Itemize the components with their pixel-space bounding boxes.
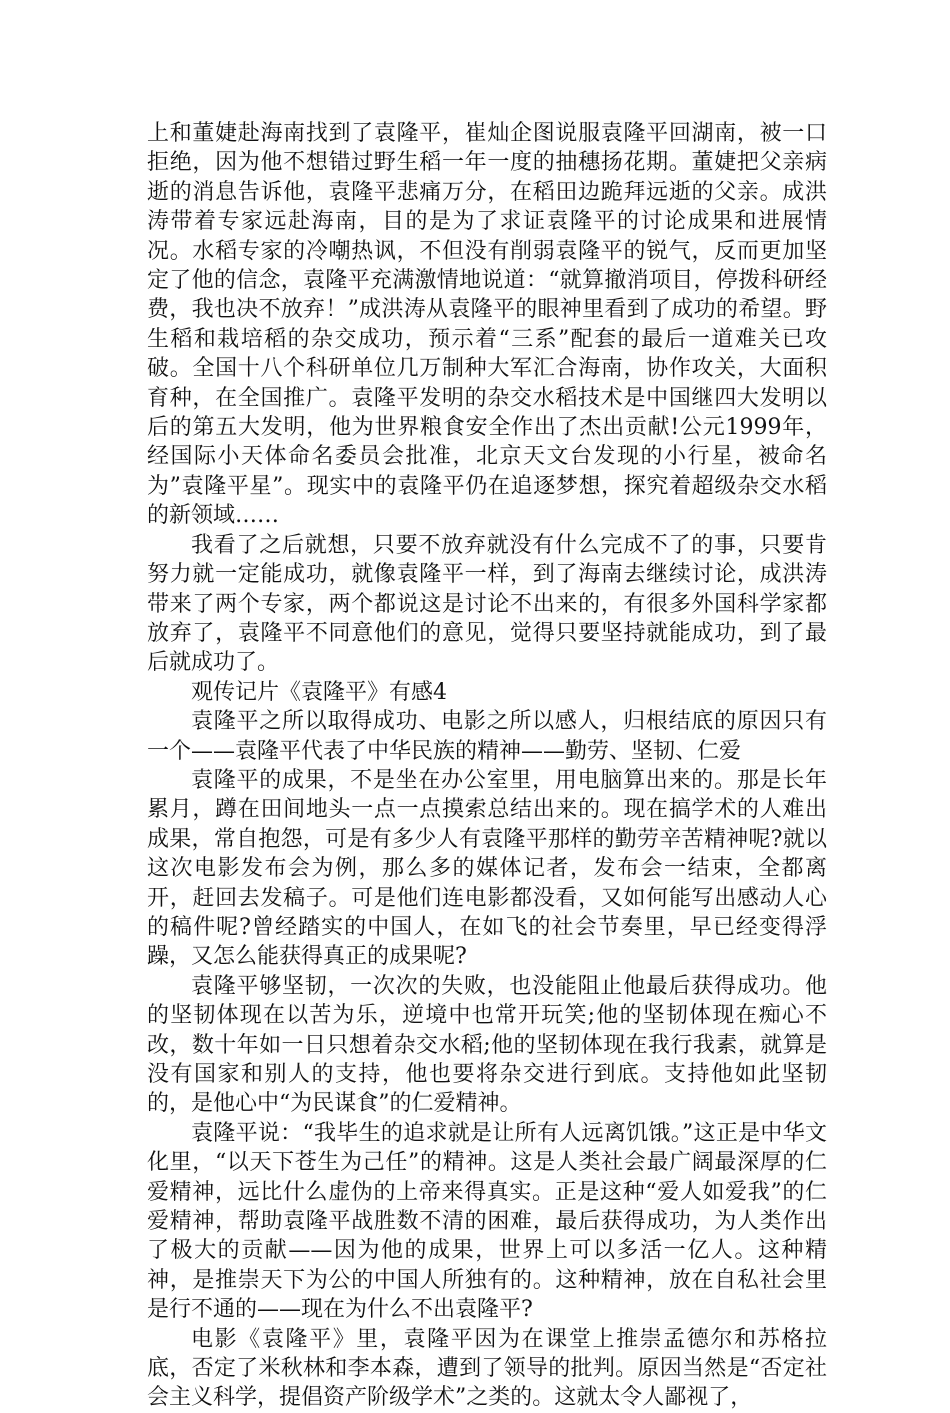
paragraph-5: 袁隆平够坚韧，一次次的失败，也没能阻止他最后获得成功。他的坚韧体现在以苦为乐，逆境中也常开玩笑;他的坚韧体现在痴心不改，数十年如一日只想着杂交水稻;他的坚韧体现在我行我素，就算是没有国家和别人的支持，他也要将杂交进行到底。支持他如此坚韧的，是他心中“为民谋食”的仁爱精神。 xyxy=(147,973,827,1117)
paragraph-7: 电影《袁隆平》里，袁隆平因为在课堂上推崇孟德尔和苏格拉底，否定了米秋林和李本森，遭到了领导的批判。原因当然是“否定社会主义科学，提倡资产阶级学术”之类的。这就太令人鄙视了， xyxy=(147,1326,827,1411)
paragraph-1: 上和董婕赴海南找到了袁隆平，崔灿企图说服袁隆平回湖南，被一口拒绝，因为他不想错过野生稻一年一度的抽穗扬花期。董婕把父亲病逝的消息告诉他，袁隆平悲痛万分，在稻田边跪拜远逝的父亲。成洪涛带着专家远赴海南，目的是为了求证袁隆平的讨论成果和进展情况。水稻专家的冷嘲热讽，不但没有削弱袁隆平的锐气，反而更加坚定了他的信念，袁隆平充满激情地说道：“就算撤消项目，停拨科研经费，我也决不放弃！”成洪涛从袁隆平的眼神里看到了成功的希望。野生稻和栽培稻的杂交成功，预示着“三系”配套的最后一道难关已攻破。全国十八个科研单位几万制种大军汇合海南，协作攻关，大面积育种，在全国推广。袁隆平发明的杂交水稻技术是中国继四大发明以后的第五大发明，他为世界粮食安全作出了杰出贡献!公元1999年，经国际小天体命名委员会批准，北京天文台发现的小行星，被命名为”袁隆平星”。现实中的袁隆平仍在追逐梦想，探究着超级杂交水稻的新领域…… xyxy=(147,121,827,529)
paragraph-6: 袁隆平说：“我毕生的追求就是让所有人远离饥饿。”这正是中华文化里，“以天下苍生为己任”的精神。这是人类社会最广阔最深厚的仁爱精神，远比什么虚伪的上帝来得真实。正是这种“爱人如爱我”的仁爱精神，帮助袁隆平战胜数不清的困难，最后获得成功，为人类作出了极大的贡献——因为他的成果，世界上可以多活一亿人。这种精神，是推崇天下为公的中国人所独有的。这种精神，放在自私社会里是行不通的——现在为什么不出袁隆平? xyxy=(147,1120,827,1323)
paragraph-3: 袁隆平之所以取得成功、电影之所以感人，归根结底的原因只有一个——袁隆平代表了中华民族的精神——勤劳、坚韧、仁爱 xyxy=(147,709,827,764)
paragraph-2: 我看了之后就想，只要不放弃就没有什么完成不了的事，只要肯努力就一定能成功，就像袁隆平一样，到了海南去继续讨论，成洪涛带来了两个专家，两个都说这是讨论不出来的，有很多外国科学家都放弃了，袁隆平不同意他们的意见，觉得只要坚持就能成功，到了最后就成功了。 xyxy=(147,532,827,676)
paragraph-4: 袁隆平的成果，不是坐在办公室里，用电脑算出来的。那是长年累月，蹲在田间地头一点一点摸索总结出来的。现在搞学术的人难出成果，常自抱怨，可是有多少人有袁隆平那样的勤劳辛苦精神呢?就以这次电影发布会为例，那么多的媒体记者，发布会一结束，全都离开，赶回去发稿子。可是他们连电影都没看，又如何能写出感动人心的稿件呢?曾经踏实的中国人，在如飞的社会节奏里，早已经变得浮躁，又怎么能获得真正的成果呢? xyxy=(147,767,827,970)
section-heading: 观传记片《袁隆平》有感4 xyxy=(191,679,447,705)
document-body xyxy=(147,119,827,1413)
